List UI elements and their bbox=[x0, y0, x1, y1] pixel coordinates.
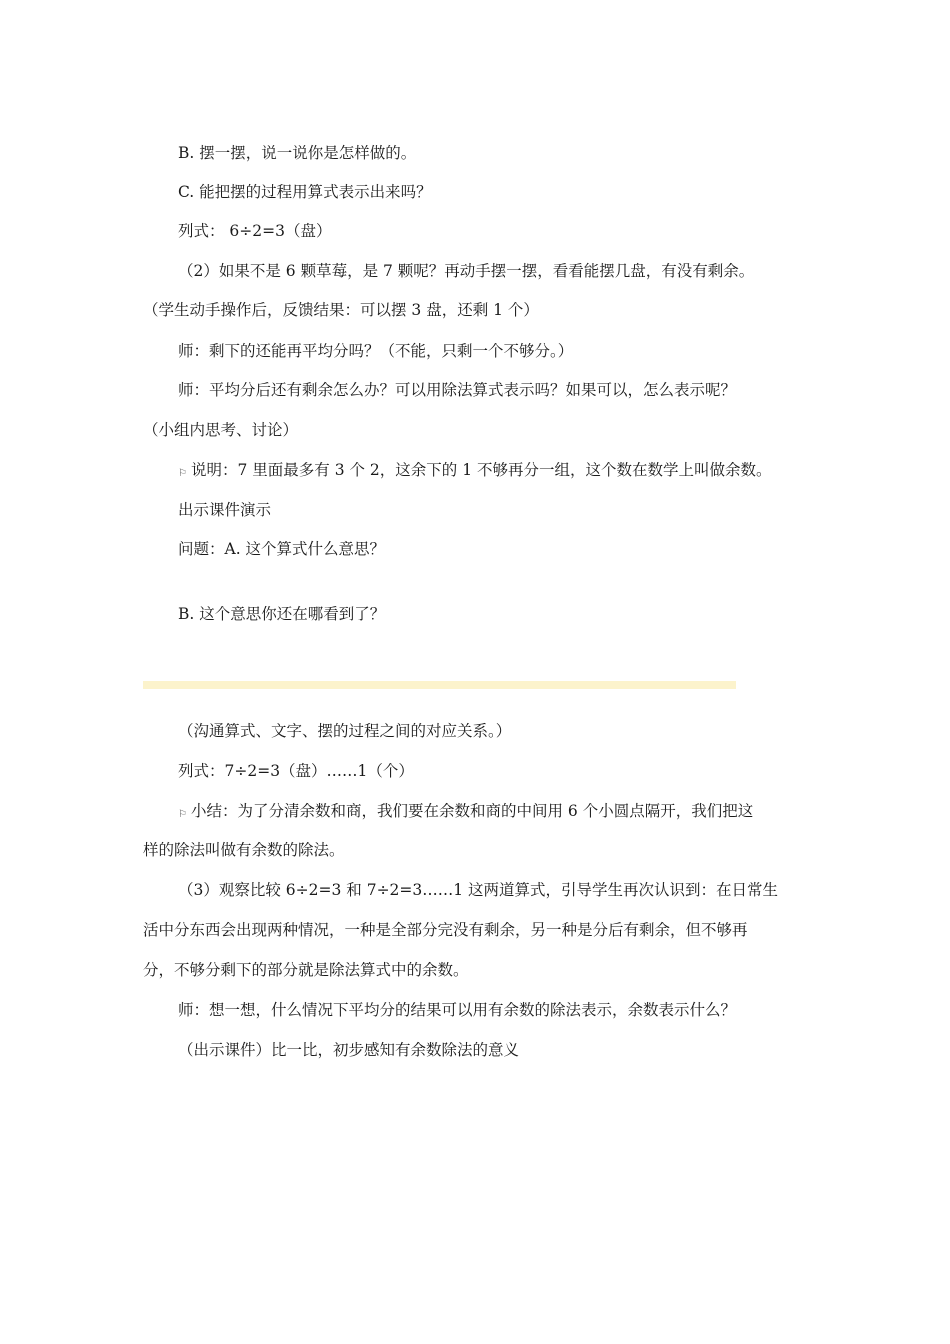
text-line: （3）观察比较 6÷2=3 和 7÷2=3……1 这两道算式，引导学生再次认识到：在日常生 bbox=[178, 881, 779, 899]
flag-marker-icon: ⚐ bbox=[178, 809, 187, 820]
text-line: B. 摆一摆，说一说你是怎样做的。 bbox=[178, 144, 417, 162]
text-line: 列式： 6÷2=3（盘） bbox=[178, 222, 332, 240]
note-text: 说明：7 里面最多有 3 个 2，这余下的 1 不够再分一组，这个数在数学上叫做余数。 bbox=[191, 461, 772, 479]
text-line: （沟通算式、文字、摆的过程之间的对应关系。） bbox=[178, 722, 512, 740]
summary-line bbox=[178, 801, 753, 821]
text-line: 出示课件演示 bbox=[178, 501, 272, 519]
highlight-divider bbox=[143, 681, 736, 689]
text-line: （小组内思考、讨论） bbox=[143, 421, 299, 439]
text-line: 问题：A. 这个算式什么意思？ bbox=[178, 540, 386, 558]
text-line: 分，不够分剩下的部分就是除法算式中的余数。 bbox=[143, 961, 469, 979]
text-line: （出示课件）比一比，初步感知有余数除法的意义 bbox=[178, 1041, 520, 1059]
note-line bbox=[178, 460, 772, 480]
text-line: 师：剩下的还能再平均分吗？（不能，只剩一个不够分。） bbox=[178, 342, 574, 360]
text-line: （2）如果不是 6 颗草莓，是 7 颗呢？再动手摆一摆，看看能摆几盘，有没有剩余。 bbox=[178, 262, 755, 280]
text-line: （学生动手操作后，反馈结果：可以摆 3 盘，还剩 1 个） bbox=[143, 301, 539, 319]
text-line: C. 能把摆的过程用算式表示出来吗？ bbox=[178, 183, 432, 201]
flag-marker-icon: ⚐ bbox=[178, 468, 187, 479]
summary-text: 小结：为了分清余数和商，我们要在余数和商的中间用 6 个小圆点隔开，我们把这 bbox=[191, 802, 754, 820]
text-line: B. 这个意思你还在哪看到了？ bbox=[178, 605, 386, 623]
text-line: 师：想一想，什么情况下平均分的结果可以用有余数的除法表示，余数表示什么？ bbox=[178, 1001, 737, 1019]
text-line: 样的除法叫做有余数的除法。 bbox=[143, 841, 345, 859]
text-line: 师：平均分后还有剩余怎么办？可以用除法算式表示吗？如果可以，怎么表示呢？ bbox=[178, 381, 737, 399]
text-line: 列式：7÷2=3（盘）……1（个） bbox=[178, 762, 414, 780]
text-line: 活中分东西会出现两种情况，一种是全部分完没有剩余，另一种是分后有剩余，但不够再 bbox=[143, 921, 748, 939]
